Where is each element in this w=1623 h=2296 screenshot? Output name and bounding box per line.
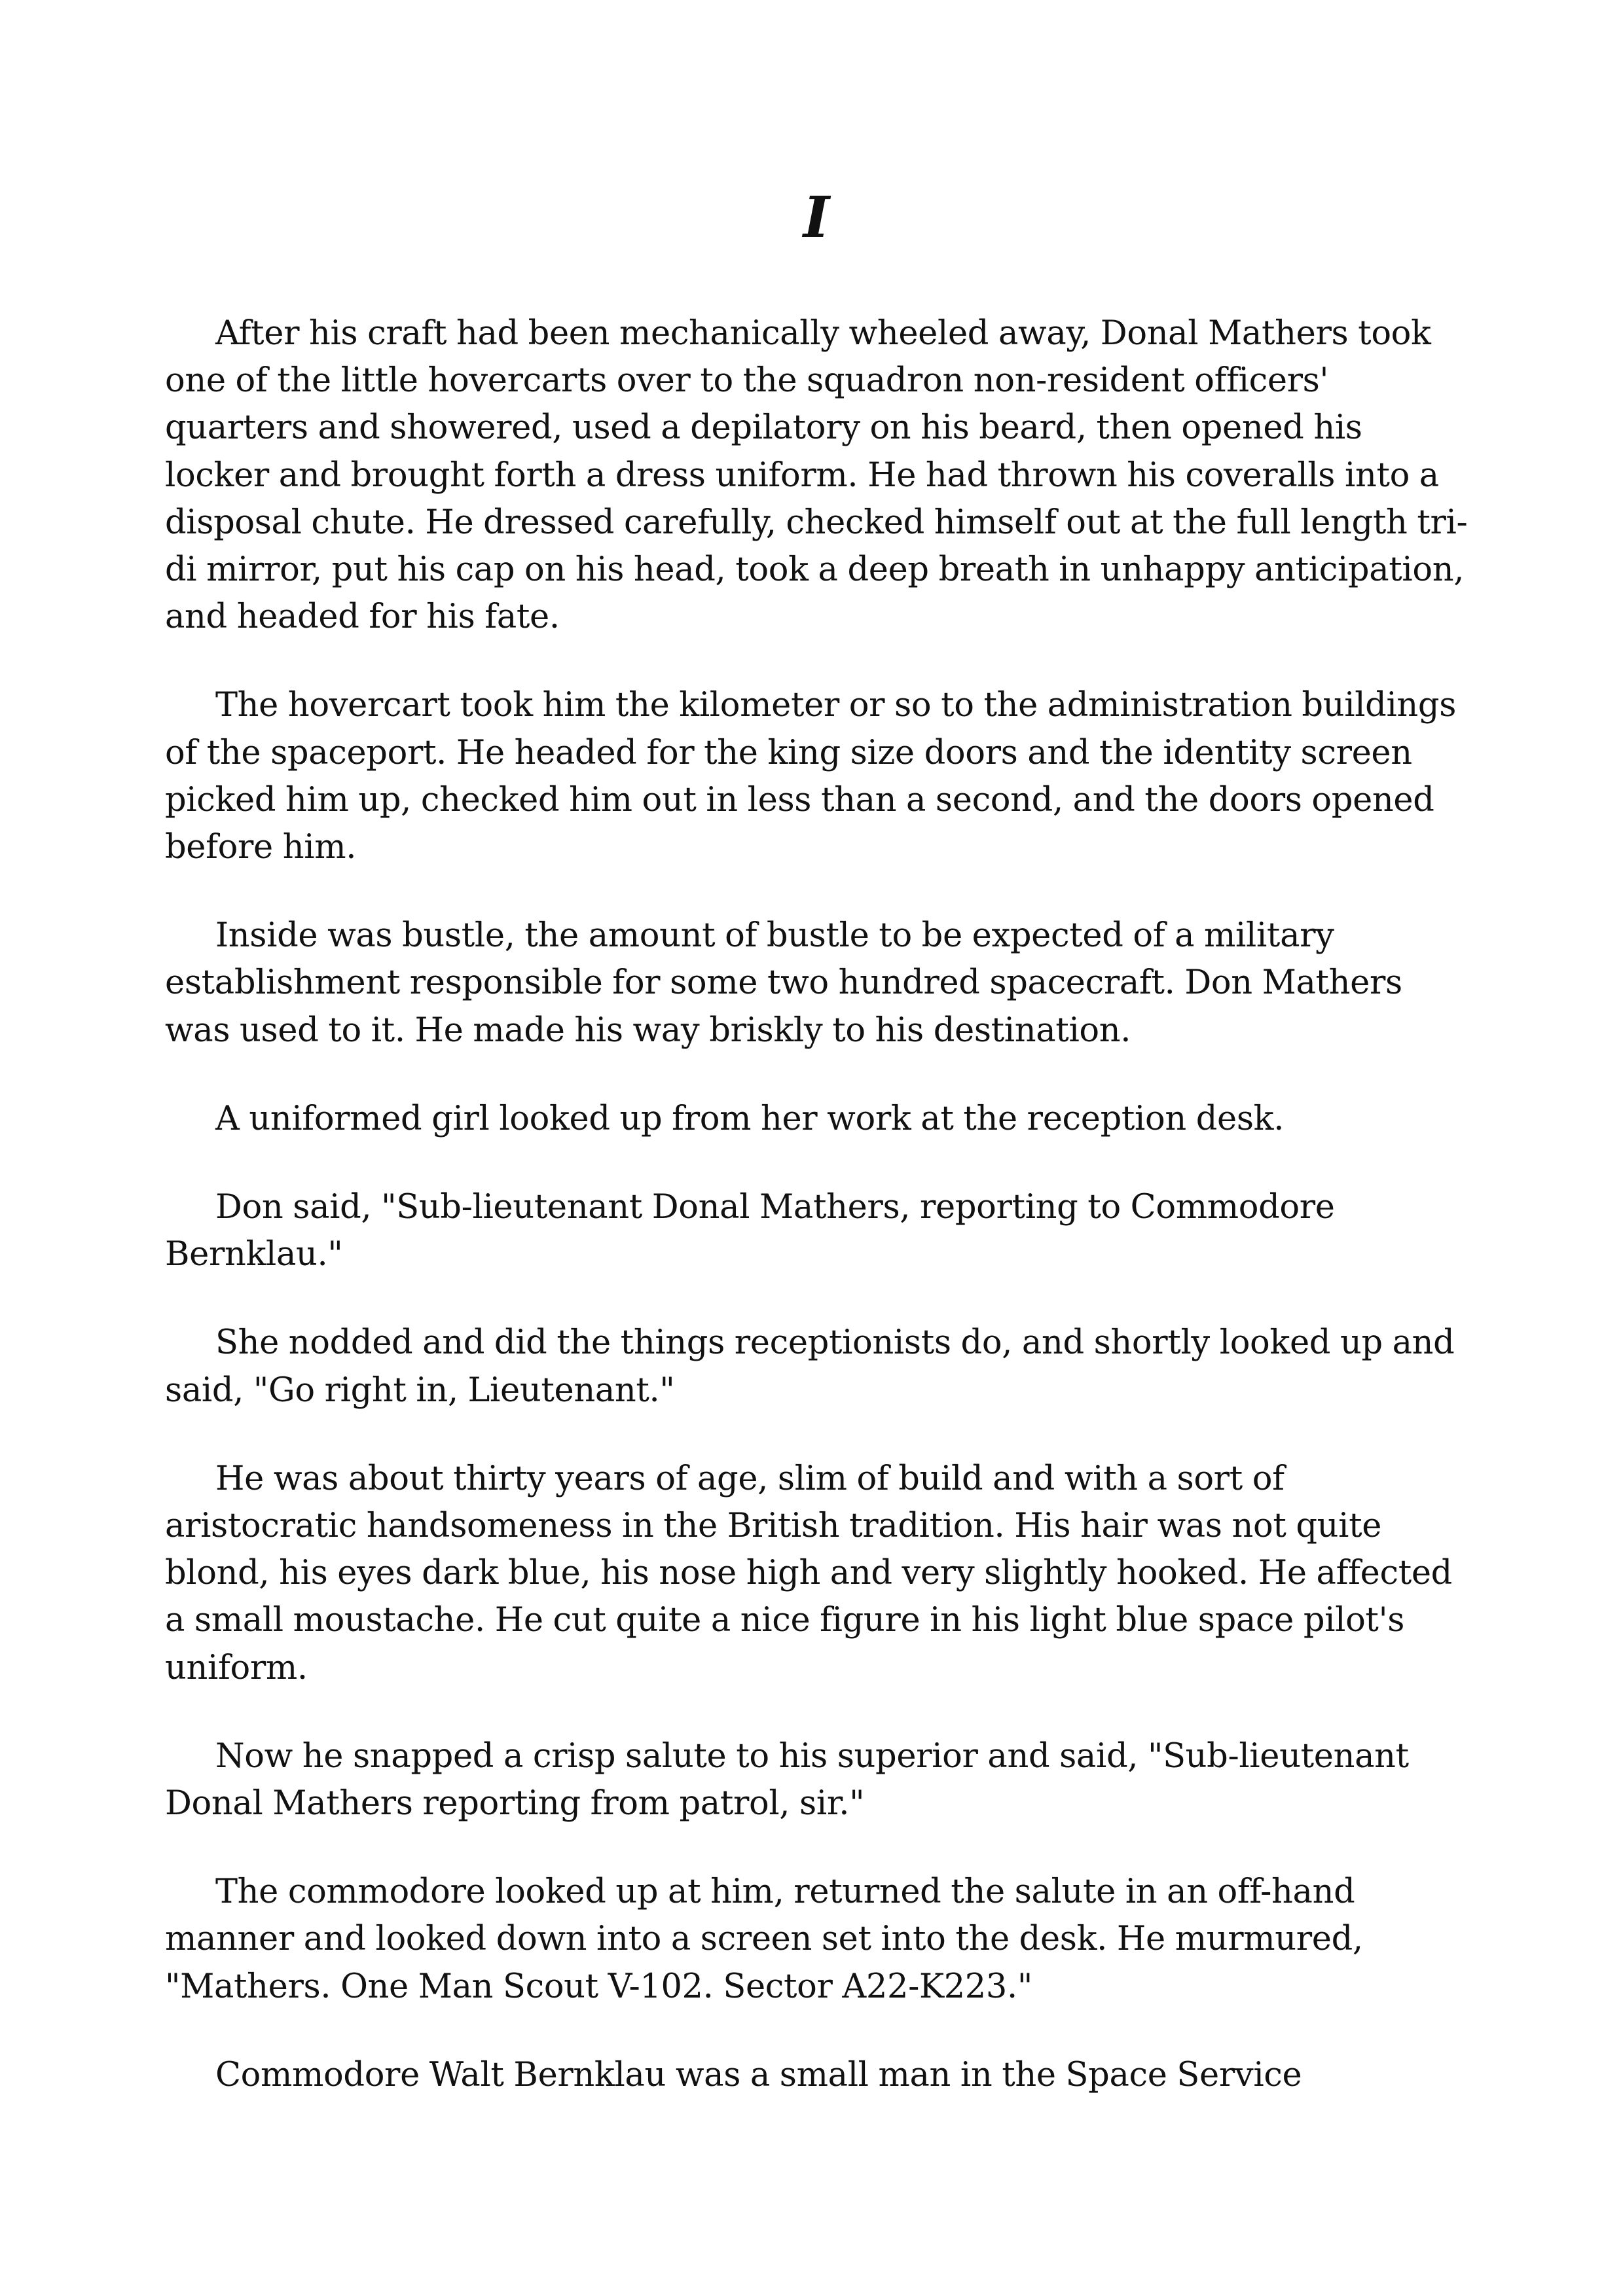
book-page	[165, 185, 1468, 2099]
body-text	[165, 310, 1468, 2099]
paragraph-3: Inside was bustle, the amount of bustle to be expected of a military establishment responsible for some two hundred spacecraft. Don Mathers was used to it. He made his way briskly to his destination.	[165, 916, 1402, 1050]
paragraph-2: The hovercart took him the kilometer or so to the administration buildings of the spaceport. He headed for the king size doors and the identity screen picked him up, checked him out in less than a second, and the doors opened before him.	[165, 686, 1457, 867]
paragraph-9: The commodore looked up at him, returned the salute in an off-hand manner and looked down into a screen set into the desk. He murmured, "Mathers. One Man Scout V-102. Sector A22-K223."	[165, 1873, 1363, 2006]
paragraph-8: Now he snapped a crisp salute to his superior and said, "Sub-lieutenant Donal Mathers reporting from patrol, sir."	[165, 1736, 1409, 1823]
paragraph-7: He was about thirty years of age, slim of build and with a sort of aristocratic handsomeness in the British tradition. His hair was not quite blond, his eyes dark blue, his nose high and very slightly hooked. He affected a small moustache. He cut quite a nice figure in his light blue space pilot's uniform.	[165, 1459, 1452, 1687]
paragraph-6: She nodded and did the things receptionists do, and shortly looked up and said, "Go right in, Lieutenant."	[165, 1323, 1455, 1410]
chapter-title: I	[803, 185, 830, 251]
paragraph-4: A uniformed girl looked up from her work at the reception desk.	[215, 1099, 1285, 1138]
paragraph-1: After his craft had been mechanically wheeled away, Donal Mathers took one of the little hovercarts over to the squadron non-resident officers' quarters and showered, used a depilatory on his beard, then opened his locker and brought forth a dress uniform. He had thrown his coveralls into a disposal chute. He dressed carefully, checked himself out at the full length tri-di mirror, put his cap on his head, took a deep breath in unhappy anticipation, and headed for his fate.	[165, 314, 1468, 637]
paragraph-5: Don said, "Sub-lieutenant Donal Mathers, reporting to Commodore Bernklau."	[165, 1188, 1335, 1274]
paragraph-10: Commodore Walt Bernklau was a small man in the Space Service	[215, 2055, 1302, 2094]
